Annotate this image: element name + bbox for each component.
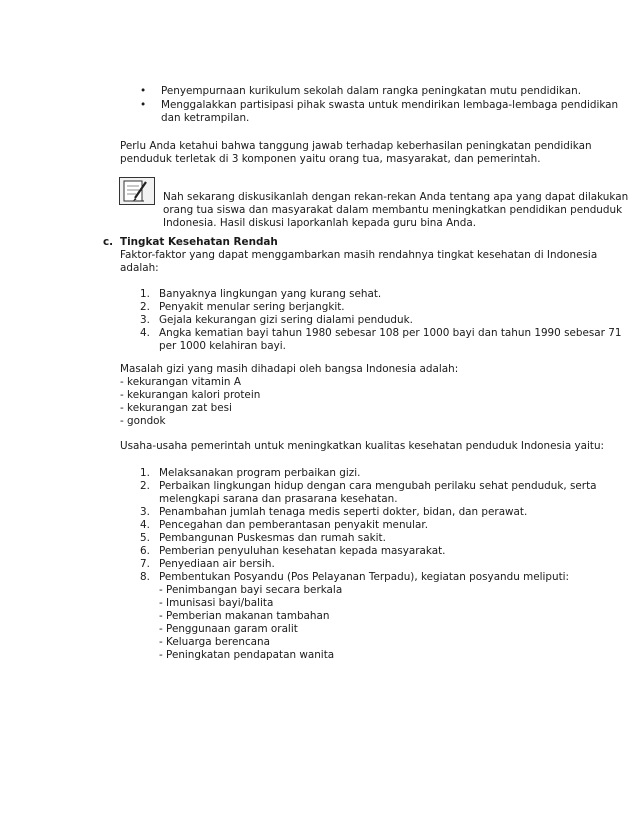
list-text: Banyaknya lingkungan yang kurang sehat.: [159, 288, 382, 300]
sub-item: - Pemberian makanan tambahan: [159, 610, 330, 622]
gizi-paragraph: [120, 363, 458, 428]
list-number: 4.: [140, 519, 150, 531]
paragraph-line: Faktor-faktor yang dapat menggambarkan masih rendahnya tingkat kesehatan di Indonesia: [120, 249, 598, 261]
list-text: Angka kematian bayi tahun 1980 sebesar 108 per 1000 bayi dan tahun 1990 sebesar 71: [159, 327, 622, 339]
bullet-text: Menggalakkan partisipasi pihak swasta untuk mendirikan lembaga-lembaga pendidikan: [161, 99, 619, 111]
paragraph-line: Perlu Anda ketahui bahwa tanggung jawab terhadap keberhasilan peningkatan pendidikan: [120, 140, 592, 152]
list-item: [140, 288, 630, 301]
list-number: 3.: [140, 506, 150, 518]
list-text: Gejala kekurangan gizi sering dialami penduduk.: [159, 314, 413, 326]
list-text: Perbaikan lingkungan hidup dengan cara mengubah perilaku sehat penduduk, serta: [159, 480, 597, 492]
list-text: Penyediaan air bersih.: [159, 558, 275, 570]
sub-item: - Penimbangan bayi secara berkala: [159, 584, 343, 596]
list-text: Pembentukan Posyandu (Pos Pelayanan Terpadu), kegiatan posyandu meliputi:: [159, 571, 570, 583]
bullet-icon: •: [140, 85, 147, 97]
list-item: [140, 99, 630, 125]
paragraph-line: Usaha-usaha pemerintah untuk meningkatkan kualitas kesehatan penduduk Indonesia yaitu:: [120, 440, 605, 452]
list-number: 2.: [140, 301, 150, 313]
paragraph-line: - kekurangan kalori protein: [120, 389, 261, 401]
list-text: melengkapi sarana dan prasarana kesehatan.: [159, 493, 398, 505]
list-item: [140, 85, 630, 98]
list-number: 1.: [140, 467, 150, 479]
list-text: Pemberian penyuluhan kesehatan kepada masyarakat.: [159, 545, 446, 557]
note-line: Indonesia. Hasil diskusi laporkanlah kepada guru bina Anda.: [163, 217, 477, 229]
note-line: Nah sekarang diskusikanlah dengan rekan-rekan Anda tentang apa yang dapat dilakukan: [163, 191, 629, 203]
list-number: 2.: [140, 480, 150, 492]
sub-item: - Peningkatan pendapatan wanita: [159, 649, 335, 661]
list-number: 8.: [140, 571, 150, 583]
paragraph-line: adalah:: [120, 262, 159, 274]
list-item: [140, 301, 630, 314]
pencil-note-icon: [119, 177, 155, 205]
list-item: [140, 506, 630, 519]
section-intro: [120, 249, 597, 275]
list-text: Pembangunan Puskesmas dan rumah sakit.: [159, 532, 386, 544]
list-number: 3.: [140, 314, 150, 326]
list-item: [140, 327, 630, 353]
list-text: Penyakit menular sering berjangkit.: [159, 301, 345, 313]
bullet-text: Penyempurnaan kurikulum sekolah dalam rangka peningkatan mutu pendidikan.: [161, 85, 582, 97]
list-number: 4.: [140, 327, 150, 339]
list-item: [140, 558, 630, 571]
list-item: [140, 467, 630, 480]
paragraph-line: Masalah gizi yang masih dihadapi oleh bangsa Indonesia adalah:: [120, 363, 459, 375]
list-number: 5.: [140, 532, 150, 544]
list-number: 7.: [140, 558, 150, 570]
bullet-list: [140, 85, 630, 125]
list-text: Pencegahan dan pemberantasan penyakit menular.: [159, 519, 428, 531]
paragraph-line: penduduk terletak di 3 komponen yaitu orang tua, masyarakat, dan pemerintah.: [120, 153, 541, 165]
list-text: Melaksanakan program perbaikan gizi.: [159, 467, 361, 479]
usaha-intro: [120, 440, 604, 453]
sub-item: - Imunisasi bayi/balita: [159, 597, 274, 609]
sub-item: - Keluarga berencana: [159, 636, 270, 648]
note-line: orang tua siswa dan masyarakat dalam membantu meningkatkan pendidikan penduduk: [163, 204, 623, 216]
usaha-list: [140, 467, 630, 662]
list-item: [140, 532, 630, 545]
intro-paragraph: [120, 140, 620, 166]
list-item: [140, 480, 630, 506]
bullet-text: dan ketrampilan.: [161, 112, 250, 124]
note-text: [163, 191, 633, 230]
paragraph-line: - kekurangan vitamin A: [120, 376, 241, 388]
list-item: [140, 314, 630, 327]
section-letter: c.: [103, 236, 114, 248]
list-number: 1.: [140, 288, 150, 300]
list-text: per 1000 kelahiran bayi.: [159, 340, 286, 352]
list-item: [140, 545, 630, 558]
section-title: Tingkat Kesehatan Rendah: [120, 236, 278, 248]
list-item: [140, 571, 630, 662]
list-number: 6.: [140, 545, 150, 557]
list-text: Penambahan jumlah tenaga medis seperti dokter, bidan, dan perawat.: [159, 506, 528, 518]
sub-item: - Penggunaan garam oralit: [159, 623, 298, 635]
factors-list: [140, 288, 630, 353]
paragraph-line: - gondok: [120, 415, 166, 427]
bullet-icon: •: [140, 99, 147, 111]
paragraph-line: - kekurangan zat besi: [120, 402, 232, 414]
list-item: [140, 519, 630, 532]
